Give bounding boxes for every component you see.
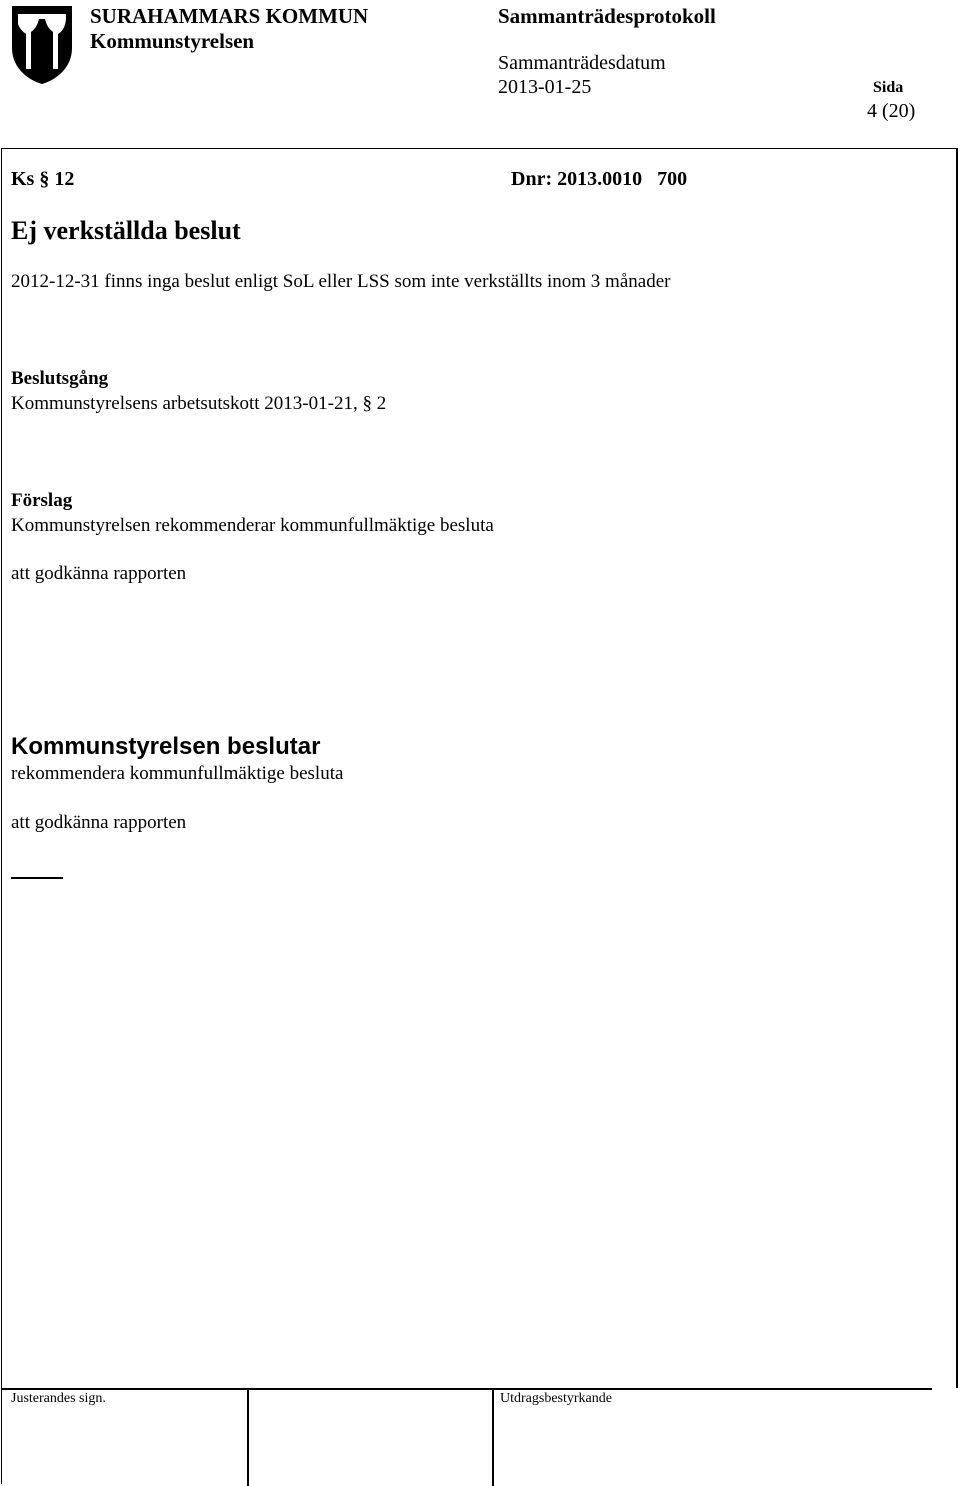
footer-divider-2 [492, 1388, 494, 1486]
document-type: Sammanträdesprotokoll [498, 4, 716, 28]
meeting-date: 2013-01-25 [498, 76, 592, 98]
utdragsbestyrkande-label: Utdragsbestyrkande [500, 1391, 612, 1406]
meeting-date-label: Sammanträdesdatum [498, 52, 666, 74]
page-label: Sida [873, 79, 904, 96]
end-rule [11, 877, 63, 879]
coat-of-arms-logo [10, 4, 74, 86]
committee-name: Kommunstyrelsen [90, 29, 255, 53]
footer-divider-1 [247, 1388, 249, 1486]
forslag-line-1: Kommunstyrelsen rekommenderar kommunfullmäktige besluta [11, 515, 494, 536]
item-intro: 2012-12-31 finns inga beslut enligt SoL eller LSS som inte verkställts inom 3 månader [11, 271, 671, 292]
forslag-heading: Förslag [11, 490, 73, 511]
diary-number: Dnr: 2013.0010 700 [511, 168, 688, 190]
section-number: Ks § 12 [11, 168, 75, 190]
municipality-name: SURAHAMMARS KOMMUN [90, 4, 369, 28]
decision-heading: Kommunstyrelsen beslutar [11, 733, 321, 760]
item-title: Ej verkställda beslut [11, 216, 241, 245]
page-frame-right-edge [956, 148, 958, 1388]
decision-line-2: att godkänna rapporten [11, 812, 187, 833]
beslutsgang-text: Kommunstyrelsens arbetsutskott 2013-01-21, § 2 [11, 393, 387, 414]
justerandes-sign-label: Justerandes sign. [11, 1391, 106, 1406]
page-number: 4 (20) [867, 100, 916, 122]
forslag-line-2: att godkänna rapporten [11, 563, 187, 584]
footer-top-rule [1, 1388, 932, 1390]
decision-line-1: rekommendera kommunfullmäktige besluta [11, 763, 344, 784]
beslutsgang-heading: Beslutsgång [11, 368, 109, 389]
